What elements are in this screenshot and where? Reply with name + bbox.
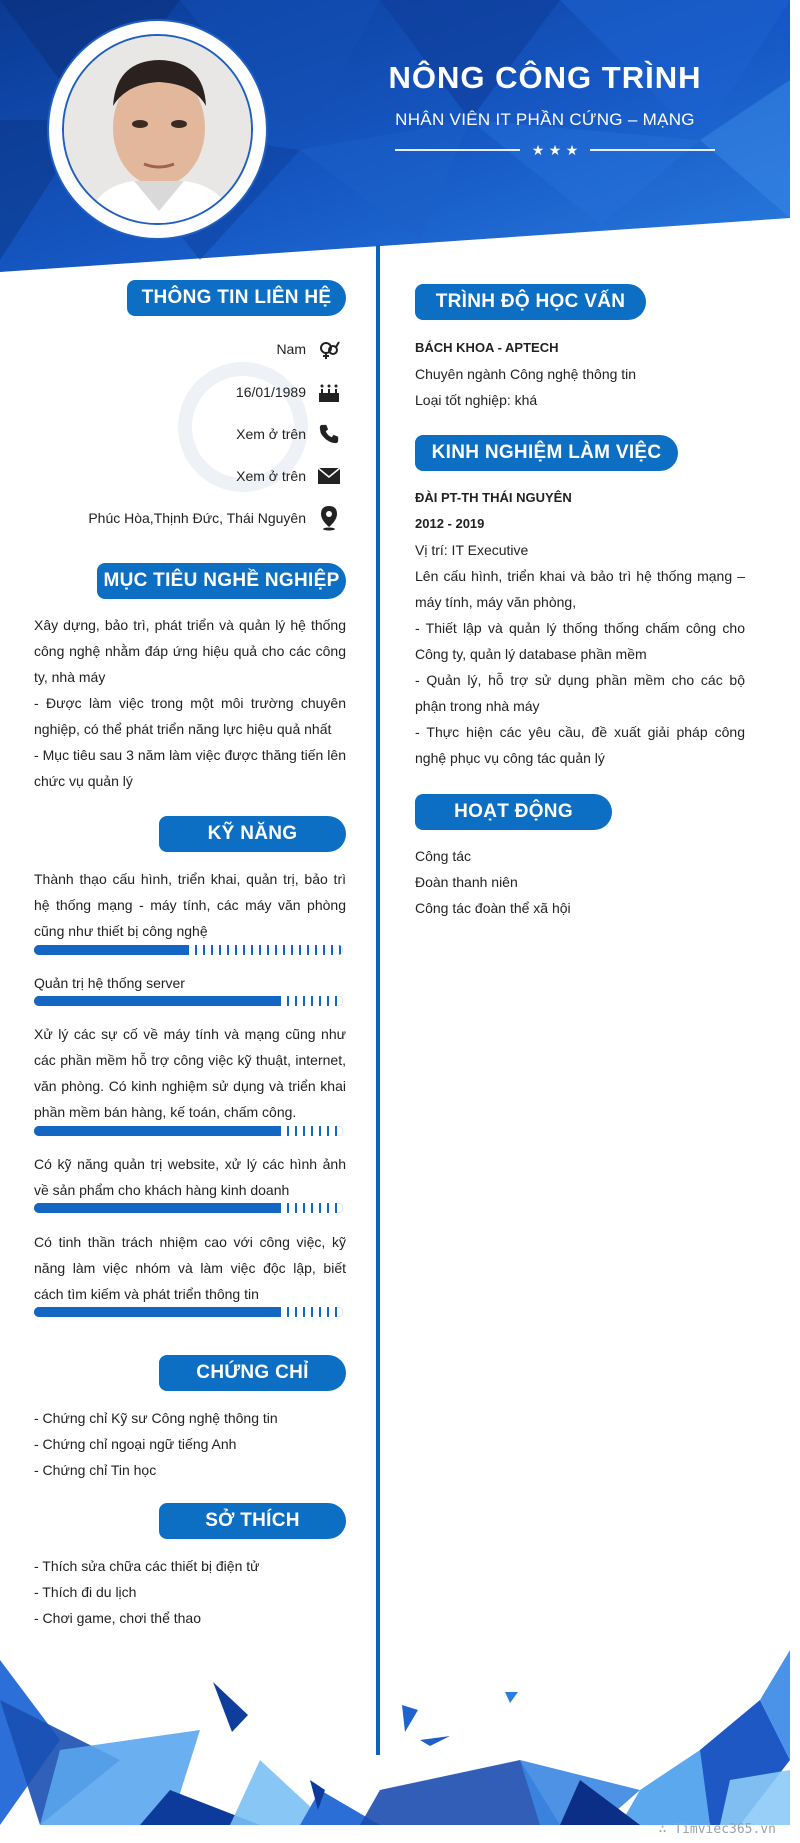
certificates-list	[34, 1405, 346, 1483]
skill-text: Quản trị hệ thống server	[34, 975, 185, 991]
heading-certificates: CHỨNG CHỈ	[159, 1355, 346, 1391]
heading-education: TRÌNH ĐỘ HỌC VẤN	[415, 284, 646, 320]
hobby-item: - Thích sửa chữa các thiết bị điện tử	[34, 1558, 260, 1574]
certificate-item: - Chứng chỉ ngoại ngữ tiếng Anh	[34, 1436, 237, 1452]
candidate-name: NÔNG CÔNG TRÌNH	[388, 60, 702, 95]
svg-text:★ ★ ★: ★ ★ ★	[531, 143, 579, 158]
skill-bar-fill	[34, 996, 281, 1006]
skill-bar-remainder	[281, 1307, 343, 1317]
contact-phone	[236, 420, 342, 448]
objective-line: - Mục tiêu sau 3 năm làm việc được thăng tiến lên chức vụ quản lý	[34, 747, 346, 789]
footer-background	[0, 1640, 790, 1825]
objective-text	[34, 612, 346, 794]
skill-text: Xử lý các sự cố về máy tính và mạng cũng như các phần mềm hỗ trợ công việc kỹ thuật, internet, văn phòng. Có kinh nghiệm sử dụng và triển khai phần mềm bán hàng, kế toán, chấm công.	[34, 1026, 346, 1120]
heading-hobbies: SỞ THÍCH	[159, 1503, 346, 1539]
experience-period: 2012 - 2019	[415, 516, 485, 531]
experience-block	[415, 485, 745, 771]
certificate-item: - Chứng chỉ Kỹ sư Công nghệ thông tin	[34, 1410, 278, 1426]
skill-bar-fill	[34, 1203, 281, 1213]
profile-photo	[62, 34, 253, 225]
contact-value: Nam	[276, 341, 306, 357]
column-divider	[376, 245, 380, 1755]
activity-item: Đoàn thanh niên	[415, 874, 518, 890]
heading-skills: KỸ NĂNG	[159, 816, 346, 852]
experience-line: - Quản lý, hỗ trợ sử dụng phần mềm cho các bộ phận trong nhà máy	[415, 672, 745, 714]
skill-bar-fill	[34, 1307, 281, 1317]
experience-position: Vị trí: IT Executive	[415, 542, 529, 558]
activities-list	[415, 843, 745, 921]
hobbies-list	[34, 1553, 346, 1631]
objective-line: - Được làm việc trong một môi trường chuyên nghiệp, có thể phát triển năng lực hiệu quả nhất	[34, 695, 346, 737]
contact-value: Xem ở trên	[236, 426, 306, 442]
skill-text: Có tinh thần trách nhiệm cao với công việc, kỹ năng làm việc nhóm và làm việc độc lập, biết cách tìm kiếm và phát triển thông tin	[34, 1234, 346, 1302]
skill-bar-remainder	[281, 1203, 343, 1213]
experience-line: Lên cấu hình, triển khai và bảo trì hệ thống mạng – máy tính, máy văn phòng,	[415, 568, 745, 610]
phone-icon	[316, 421, 342, 447]
hobby-item: - Thích đi du lịch	[34, 1584, 137, 1600]
heading-activities: HOẠT ĐỘNG	[415, 794, 612, 830]
brand-watermark: ∴ Timviec365.vn	[658, 1822, 776, 1837]
heading-contact: THÔNG TIN LIÊN HỆ	[127, 280, 346, 316]
heading-objective: MỤC TIÊU NGHỀ NGHIỆP	[97, 563, 346, 599]
skill-bar	[34, 996, 343, 1006]
activity-item: Công tác	[415, 848, 472, 864]
skill-bar	[34, 1307, 343, 1317]
envelope-icon	[316, 463, 342, 489]
objective-line: Xây dựng, bảo trì, phát triển và quản lý hệ thống công nghệ nhằm đáp ứng hiệu quả cho các công ty, nhà máy	[34, 617, 346, 685]
contact-address	[88, 504, 342, 532]
map-pin-icon	[316, 505, 342, 531]
skill-bar	[34, 1126, 343, 1136]
job-title: NHÂN VIÊN IT PHẦN CỨNG – MẠNG	[395, 110, 695, 129]
title-divider-stars	[395, 142, 715, 158]
skill-bar-remainder	[189, 945, 344, 955]
certificate-item: - Chứng chỉ Tin học	[34, 1462, 157, 1478]
skill-bar	[34, 1203, 343, 1213]
skill-bar-fill	[34, 945, 189, 955]
heading-experience: KINH NGHIỆM LÀM VIỆC	[415, 435, 678, 471]
skill-text: Thành thạo cấu hình, triển khai, quản trị, bảo trì hệ thống mạng - máy tính, các máy văn phòng cũng như thiết bị công nghệ	[34, 871, 346, 939]
experience-line: - Thực hiện các yêu cầu, đề xuất giải pháp công nghệ phục vụ công tác quản lý	[415, 724, 745, 766]
skill-bar	[34, 945, 343, 955]
skill-bar-remainder	[281, 996, 343, 1006]
experience-line: - Thiết lập và quản lý thống thống chấm công cho Công ty, quản lý database phần mềm	[415, 620, 745, 662]
activity-item: Công tác đoàn thể xã hội	[415, 900, 571, 916]
education-block	[415, 335, 745, 413]
education-grade: Loại tốt nghiệp: khá	[415, 392, 538, 408]
profile-photo-frame	[49, 21, 266, 238]
contact-birthday	[236, 378, 342, 406]
hobby-item: - Chơi game, chơi thể thao	[34, 1610, 201, 1626]
gender-icon	[316, 336, 342, 362]
skill-text: Có kỹ năng quản trị website, xử lý các hình ảnh về sản phẩm cho khách hàng kinh doanh	[34, 1156, 346, 1198]
birthday-cake-icon	[316, 379, 342, 405]
experience-company: ĐÀI PT-TH THÁI NGUYÊN	[415, 490, 572, 505]
person-silhouette-icon	[64, 36, 253, 225]
skill-bar-remainder	[281, 1126, 343, 1136]
contact-email	[236, 462, 342, 490]
education-school: BÁCH KHOA - APTECH	[415, 340, 559, 355]
contact-value: 16/01/1989	[235, 384, 306, 400]
skill-bar-fill	[34, 1126, 281, 1136]
contact-value: Phúc Hòa,Thịnh Đức, Thái Nguyên	[88, 510, 306, 526]
contact-value: Xem ở trên	[236, 468, 306, 484]
education-major: Chuyên ngành Công nghệ thông tin	[415, 366, 637, 382]
contact-gender	[276, 335, 342, 363]
